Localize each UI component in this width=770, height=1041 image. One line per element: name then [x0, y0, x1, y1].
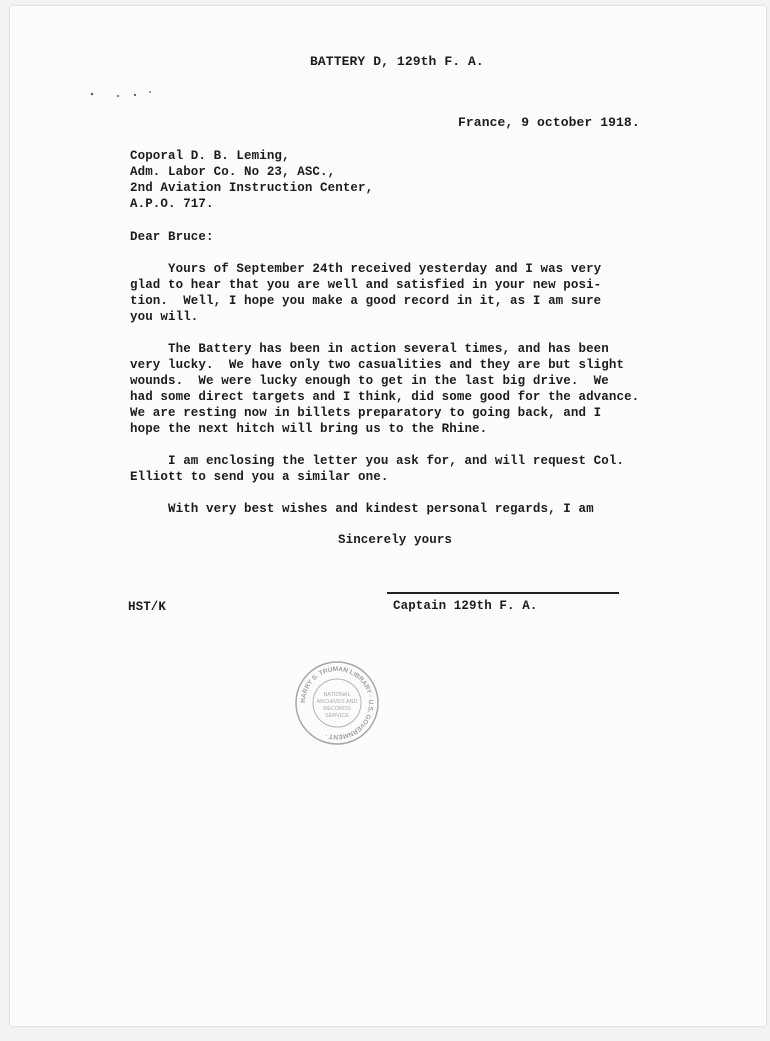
- paragraph-2-line: wounds. We were lucky enough to get in the last big drive. We: [130, 374, 609, 388]
- paragraph-3-line: Elliott to send you a similar one.: [130, 470, 389, 484]
- signature-title: Captain 129th F. A.: [393, 599, 538, 613]
- paragraph-1-line: you will.: [130, 310, 199, 324]
- typist-initials: HST/K: [128, 600, 167, 614]
- paragraph-1-line: glad to hear that you are well and satisfied in your new posi-: [130, 278, 602, 292]
- letter-page: [10, 6, 766, 1026]
- paper-specks: [80, 86, 180, 121]
- paragraph-2-line: had some direct targets and I think, did some good for the advance.: [130, 390, 640, 404]
- letterhead: BATTERY D, 129th F. A.: [310, 54, 484, 69]
- paragraph-1-line: tion. Well, I hope you make a good record in it, as I am sure: [130, 294, 602, 308]
- paragraph-2-line: The Battery has been in action several times, and has been: [130, 342, 609, 356]
- paragraph-4: With very best wishes and kindest personal regards, I am: [130, 502, 594, 516]
- recipient-name: Coporal D. B. Leming,: [130, 149, 290, 163]
- svg-text:RECORDS: RECORDS: [323, 706, 351, 712]
- library-stamp: [294, 660, 380, 746]
- paragraph-3-line: I am enclosing the letter you ask for, and will request Col.: [130, 454, 625, 468]
- recipient-apo: A.P.O. 717.: [130, 197, 214, 211]
- svg-text:SERVICE: SERVICE: [324, 713, 350, 719]
- closing: Sincerely yours: [338, 533, 453, 547]
- paragraph-2-line: very lucky. We have only two casualities and they are but slight: [130, 358, 625, 372]
- paragraph-1-line: Yours of September 24th received yesterday and I was very: [130, 262, 602, 276]
- recipient-unit: Adm. Labor Co. No 23, ASC.,: [130, 165, 336, 179]
- paragraph-2-line: We are resting now in billets preparatory to going back, and I: [130, 406, 602, 420]
- recipient-center: 2nd Aviation Instruction Center,: [130, 181, 374, 195]
- svg-text:NATIONAL: NATIONAL: [323, 692, 351, 698]
- dateline: France, 9 october 1918.: [458, 115, 640, 130]
- signature-line: [387, 592, 619, 594]
- svg-text:ARCHIVES AND: ARCHIVES AND: [316, 699, 358, 705]
- salutation: Dear Bruce:: [130, 230, 214, 244]
- paragraph-2-line: hope the next hitch will bring us to the Rhine.: [130, 422, 488, 436]
- svg-text:HARRY S. TRUMAN LIBRARY · U.S.: HARRY S. TRUMAN LIBRARY · U.S. GOVERNMENT ·: [299, 665, 375, 741]
